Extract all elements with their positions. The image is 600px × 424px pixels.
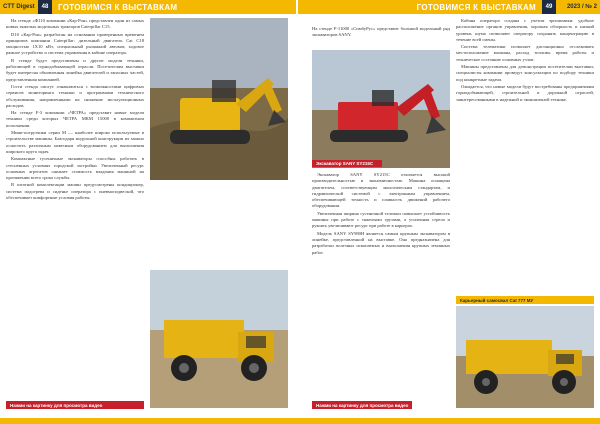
paragraph: Экскаватор SANY SY215C отличается высокой производительностью и экономичностью. Машина оснащена двигателем, соответствующим экологическим стандартам, и гидравлической системой с электронным управлением, обеспечивающей точность и плавность движений рабочего оборудования. — [312, 172, 450, 209]
excavator-illustration — [150, 18, 288, 180]
sany-excavator-illustration — [312, 50, 450, 168]
paragraph: На стенде «Ф110 компании «Кар-Рон» представлен один из самых новых тяжелых модельных тракторов Caterpillar C15. — [6, 18, 144, 30]
truck-caption: Карьерный самосвал Cat 777 МУ — [456, 296, 594, 304]
right-section-title: ГОТОВИМСЯ К ВЫСТАВКАМ — [298, 0, 542, 14]
brand-label: CTT Digest — [0, 0, 38, 14]
issue-label: 2023 / № 2 — [556, 0, 600, 14]
paragraph: Система телематики позволяет дистанционно отслеживать местоположение машины, расход топлива, время работы и техническое состояние основных узлов. — [456, 44, 594, 62]
paragraph: Кабина оператора создана с учетом эргономики: удобное расположение органов управления, хорошая обзорность и низкий уровень шума позволяют оператору сохранять концентрацию в течение всей смены. — [456, 18, 594, 42]
text-column-4 — [456, 18, 594, 302]
video-hint-caption-2[interactable]: Нажми на картинку для просмотра видео — [312, 401, 412, 409]
paragraph: Гости стенда смогут ознакомиться с возможностями цифровых сервисов мониторинга техники и программами технического обслуживания, направленными на снижение эксплуатационных расходов. — [6, 83, 144, 108]
paragraph: В штатной комплектации машин предусмотрены кондиционер, система подогрева и сиденье оператора с пневмоподвеской, что обеспечивает комфортные условия работы. — [6, 182, 144, 201]
paragraph: В стенде будут представлены и другие модели техники, работающей в горнодобывающей отрасли. Посетителям выставки будет интересна обновленная линейка двигателей и запасных частей, представленная компанией. — [6, 57, 144, 82]
paragraph: На стенде F-11000 «СимбуРус» представит большой модельный ряд экскаваторов SANY. — [312, 26, 450, 38]
paragraph: Ожидается, что новые модели будут востребованы предприятиями горнодобывающей, строительной и дорожной отраслей, заинтересованными в надежной и экономичной технике. — [456, 83, 594, 102]
sany-excavator-photo[interactable] — [312, 50, 450, 168]
excavator-photo[interactable] — [150, 18, 288, 180]
dump-truck-photo[interactable] — [150, 270, 288, 408]
paragraph: D10 «Кар-Рон» разработан на основании проверенных временем принципов компании Caterpillar: дизельный двигатель Cat C18 мощностью 1X10 кВт, специальный рычажной автомат, ходовое рамное устройство и система управления в кабине оператора. — [6, 31, 144, 56]
paragraph: Увеличенная ширина гусеничной тележки повышает устойчивость машины при работе с тяжелыми грузами, а усиленная стрела и рукоять увеличивают ресурс при работе в карьерах. — [312, 210, 450, 229]
page-header — [0, 0, 600, 14]
mining-truck-photo[interactable] — [456, 306, 594, 408]
right-page-number: 49 — [542, 0, 556, 14]
left-section-title: ГОТОВИМСЯ К ВЫСТАВКАМ — [52, 0, 296, 14]
paragraph: На стенде F-3 компании «ЧЕТРА» представит новые модели техники среди которых ЧЕТРА МКМ 15000 в компактном исполнении. — [6, 110, 144, 128]
video-hint-caption-1[interactable]: Нажми на картинку для просмотра видео — [6, 401, 144, 409]
paragraph: Мини-погрузчики серии М — наиболее широко используемые в строительстве машины. Благодаря модульной конструкции их можно оснастить различным навесным оборудованием для выполнения широкого круга задач. — [6, 130, 144, 154]
paragraph: Компактные гусеничные экскаваторы способны работать в стесненных условиях городской застройки. Увеличенный ресурс основных агрегатов снижает стоимость владения машиной на протяжении всего срока службы. — [6, 156, 144, 181]
text-column-3-lower — [312, 172, 450, 408]
paragraph: Машины представлены для демонстрации посетителям выставки; специалисты компании проведут консультации по подбору техники под конкретные задачи. — [456, 64, 594, 82]
page-footer-bar — [0, 418, 600, 424]
paragraph: Модель SANY SY980H является самым крупным экскаватором в линейке, представленной на выставке. Она предназначена для разработки полезных ископаемых и выполнения крупных земляных работ. — [312, 230, 450, 255]
excavator-caption: Экскаватор SANY SY215C — [312, 160, 382, 167]
dump-truck-illustration — [150, 270, 288, 408]
left-page-number: 48 — [38, 0, 52, 14]
mining-truck-illustration — [456, 306, 594, 408]
text-column-1 — [6, 18, 144, 418]
